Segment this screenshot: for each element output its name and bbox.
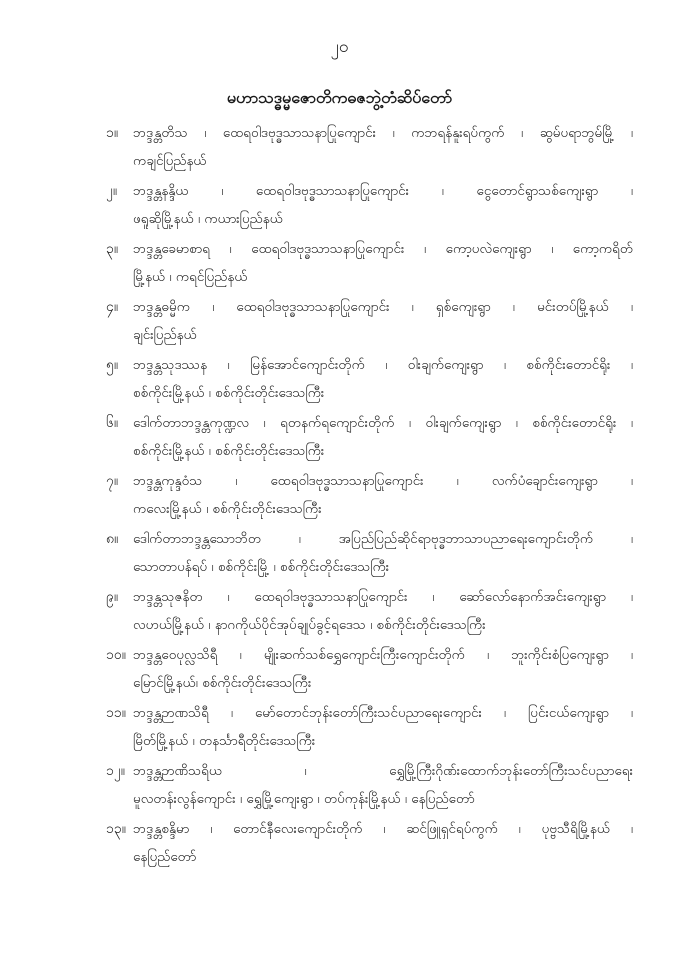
list-item: [0, 468, 679, 526]
list-item: [0, 352, 679, 410]
entry-text-line-2: မြို့နယ် ၊ ကရင်ပြည်နယ်: [133, 269, 248, 285]
entry-text-line-2: သောတာပန်ရပ် ၊ စစ်ကိုင်းမြို့ ၊ စစ်ကိုင်းတိုင်းဒေသကြီး: [133, 559, 390, 575]
entry-text-line-1: ဒေါက်တာဘဒ္ဒန္တကုဏ္ဍလ ၊ ရတနက်ရကျောင်းတိုက် ၊ ဝါးချက်ကျေးရွာ ၊ စစ်ကိုင်းတောင်ရိုး ၊: [133, 415, 633, 431]
entry-number: ၂။: [106, 183, 118, 199]
entry-number: ၁၁။: [106, 705, 126, 721]
entry-text-line-1: ဘဒ္ဒန္တသုဇနိတ ၊ ထေရဝါဒဗုဒ္ဓသာသနာပြုကျောင်း ၊ ဆော်လော်နောက်အင်းကျေးရွာ ၊: [133, 589, 633, 605]
entry-number: ၅။: [106, 357, 119, 373]
entry-text-line-1: ဒေါက်တာဘဒ္ဒန္တသောဘိတ ၊ အပြည်ပြည်ဆိုင်ရာဗုဒ္ဓဘာသာပညာရေးကျောင်းတိုက် ၊: [133, 531, 633, 547]
list-item: [0, 410, 679, 468]
list-item: [0, 584, 679, 642]
list-item: [0, 642, 679, 700]
entry-text-line-2: စစ်ကိုင်းမြို့နယ် ၊ စစ်ကိုင်းတိုင်းဒေသကြီး: [133, 443, 325, 459]
list-item: [0, 700, 679, 758]
entry-text-line-2: ကချင်ပြည်နယ်: [133, 153, 207, 169]
entry-number: ၉။: [106, 589, 119, 605]
entry-text-line-2: ချင်းပြည်နယ်: [133, 327, 197, 343]
entry-number: ၁၀။: [106, 647, 126, 663]
entry-number: ၁၃။: [106, 821, 126, 837]
list-item: [0, 294, 679, 352]
list-item: [0, 758, 679, 816]
list-item: [0, 526, 679, 584]
list-item: [0, 236, 679, 294]
list-item: [0, 178, 679, 236]
entry-text-line-2: နေပြည်တော်: [133, 849, 197, 865]
entry-text-line-1: ဘဒ္ဒန္တဉာဏသိရီ ၊ မော်တောင်ဘုန်းတော်ကြီးသင်ပညာရေးကျောင်း ၊ ပြင်းငယ်ကျေးရွာ ၊: [133, 705, 633, 721]
entry-number: ၄။: [106, 299, 119, 315]
entry-number: ၁။: [106, 125, 119, 141]
entry-text-line-2: လဟယ်မြို့နယ် ၊ နာဂကိုယ်ပိုင်အုပ်ချုပ်ခွင့်ရဒေသ ၊ စစ်ကိုင်းတိုင်းဒေသကြီး: [133, 617, 486, 633]
entry-text-line-1: ဘဒ္ဒန္တဓမ္မိက ၊ ထေရဝါဒဗုဒ္ဓသာသနာပြုကျောင်း ၊ ရှစ်ကျေးရွာ ၊ မင်းတပ်မြို့နယ် ၊: [133, 299, 633, 315]
list-item: [0, 120, 679, 178]
entry-text-line-1: ဘဒ္ဒန္တဝေပုလ္လသိရီ ၊ မျိုးဆက်သစ်ရွှေကျောင်းကြီးကျောင်းတိုက် ၊ ဘူးကိုင်းစံပြကျေးရွာ ၊: [133, 647, 633, 663]
entry-text-line-2: မူလတန်းလွန်ကျောင်း ၊ ရွှေမြို့ကျေးရွာ ၊ တပ်ကုန်းမြို့နယ် ၊ နေပြည်တော်: [133, 791, 475, 807]
entry-text-line-1: ဘဒ္ဒန္တတိသ ၊ ထေရဝါဒဗုဒ္ဓသာသနာပြုကျောင်း ၊ ကဘရန်နူးရပ်ကွက် ၊ ဆွမ်ပရာဘွမ်မြို့ ၊: [133, 125, 633, 141]
entry-text-line-2: စစ်ကိုင်းမြို့နယ် ၊ စစ်ကိုင်းတိုင်းဒေသကြီး: [133, 385, 325, 401]
entry-text-line-2: မြောင်မြို့နယ်၊ စစ်ကိုင်းတိုင်းဒေသကြီး: [133, 675, 312, 691]
page-number: ၂၀: [330, 37, 349, 57]
entry-number: ၃။: [106, 241, 119, 257]
entry-list: [0, 120, 679, 874]
entry-text-line-1: ဘဒ္ဒန္တသုဒဿန ၊ မြန်အောင်ကျောင်းတိုက် ၊ ဝါးချက်ကျေးရွာ ၊ စစ်ကိုင်းတောင်ရိုး ၊: [133, 357, 633, 373]
entry-text-line-1: ဘဒ္ဒန္တစန္ဒိမာ ၊ တောင်နီလေးကျောင်းတိုက် ၊ ဆင်ဖြူရှင်ရပ်ကွက် ၊ ပုဗ္ဗသီရိမြို့နယ် ၊: [133, 821, 633, 837]
page-title: မဟာသဒ္ဓမ္မဇောတိကဓဇဘွဲ့တံဆိပ်တော်: [226, 88, 453, 107]
entry-text-line-1: ဘဒ္ဒန္တခေမာစာရ ၊ ထေရဝါဒဗုဒ္ဓသာသနာပြုကျောင်း ၊ ကော့ပလဲကျေးရွာ ၊ ကော့ကရိတ်: [133, 241, 633, 257]
entry-text-line-1: ဘဒ္ဒန္တဉာဏိသရိယ ၊ ရွှေမြို့ကြီးဂိုဏ်းထောက်ဘုန်းတော်ကြီးသင်ပညာရေး: [133, 763, 633, 779]
entry-text-line-2: ကလေးမြို့နယ် ၊ စစ်ကိုင်းတိုင်းဒေသကြီး: [133, 501, 322, 517]
entry-text-line-1: ဘဒ္ဒန္တနန္ဒိယ ၊ ထေရဝါဒဗုဒ္ဓသာသနာပြုကျောင်း ၊ ငွေတောင်ရွာသစ်ကျေးရွာ ၊: [133, 183, 633, 199]
entry-number: ၈။: [106, 531, 119, 547]
entry-text-line-1: ဘဒ္ဒန္တကုန္ဒဝံသ ၊ ထေရဝါဒဗုဒ္ဓသာသနာပြုကျောင်း ၊ လက်ပံချောင်းကျေးရွာ ၊: [133, 473, 633, 489]
entry-text-line-2: မြိတ်မြို့နယ် ၊ တနင်္သာရီတိုင်းဒေသကြီး: [133, 733, 316, 749]
entry-number: ၆။: [106, 415, 119, 431]
list-item: [0, 816, 679, 874]
entry-text-line-2: ဖရူဆိုမြို့နယ် ၊ ကယားပြည်နယ်: [133, 211, 283, 227]
entry-number: ၇။: [106, 473, 119, 489]
entry-number: ၁၂။: [106, 763, 125, 779]
